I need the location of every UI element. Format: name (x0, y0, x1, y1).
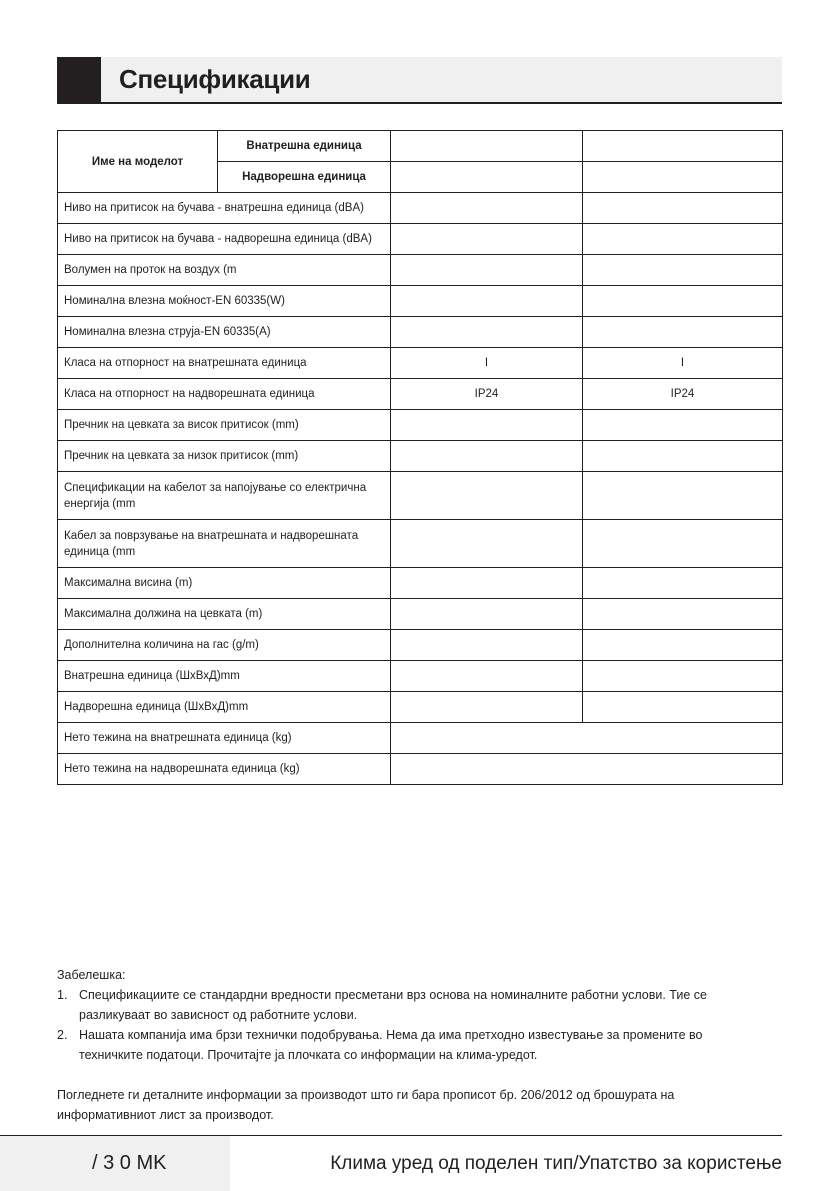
row-value-1 (391, 317, 583, 348)
indoor-model-cell-2 (583, 131, 783, 162)
row-value-2 (583, 441, 783, 472)
table-row (58, 599, 783, 630)
page-number: / 3 0 MK (92, 1152, 167, 1174)
row-value-1 (391, 661, 583, 692)
specifications-table (57, 130, 783, 785)
row-value-1 (391, 692, 583, 723)
row-value-1: I (391, 348, 583, 379)
section-header (57, 57, 782, 104)
row-label: Класа на отпорност на внатрешната единица (58, 348, 391, 379)
row-value-2: IP24 (583, 379, 783, 410)
row-label: Класа на отпорност на надворешната единица (58, 379, 391, 410)
table-row (58, 754, 783, 785)
table-row (58, 224, 783, 255)
outdoor-model-cell-2 (583, 162, 783, 193)
table-row (58, 348, 783, 379)
row-label: Кабел за поврзување на внатрешната и надворешната единица (mm (58, 520, 391, 568)
row-value-merged (391, 723, 783, 754)
manual-title: Клима уред од поделен тип/Упатство за користење (330, 1153, 782, 1174)
table-row (58, 692, 783, 723)
table-row (58, 255, 783, 286)
note-item (57, 985, 757, 1025)
table-row (58, 410, 783, 441)
row-value-2 (583, 599, 783, 630)
indoor-model-cell-1 (391, 131, 583, 162)
table-row (58, 193, 783, 224)
row-value-2 (583, 193, 783, 224)
row-value-2 (583, 630, 783, 661)
row-label: Нето тежина на внатрешната единица (kg) (58, 723, 391, 754)
table-row (58, 441, 783, 472)
row-value-merged (391, 754, 783, 785)
row-value-2 (583, 568, 783, 599)
row-value-2 (583, 472, 783, 520)
row-label: Ниво на притисок на бучава - надворешна единица (dBA) (58, 224, 391, 255)
row-label: Дополнителна количина на гас (g/m) (58, 630, 391, 661)
regulation-reference: Погледнете ги деталните информации за производот што ги бара прописот бр. 206/2012 од брошурата на информативниот лист за производот. (57, 1088, 675, 1122)
row-value-1 (391, 224, 583, 255)
row-label: Пречник на цевката за висок притисок (mm) (58, 410, 391, 441)
row-label: Спецификации на кабелот за напојување со електрична енергија (mm (58, 472, 391, 520)
row-value-1: IP24 (391, 379, 583, 410)
row-label: Ниво на притисок на бучава - внатрешна единица (dBA) (58, 193, 391, 224)
indoor-unit-label: Внатрешна единица (218, 131, 391, 162)
table-row (58, 661, 783, 692)
outdoor-model-cell-1 (391, 162, 583, 193)
row-label: Внатрешна единица (ШхВхД)mm (58, 661, 391, 692)
row-value-1 (391, 441, 583, 472)
row-value-2 (583, 410, 783, 441)
row-label: Номинална влезна моќност-EN 60335(W) (58, 286, 391, 317)
row-label: Волумен на проток на воздух (m (58, 255, 391, 286)
row-value-1 (391, 630, 583, 661)
page-title: Спецификации (119, 64, 311, 94)
outdoor-unit-label: Надворешна единица (218, 162, 391, 193)
note-text: Нашата компанија има брзи технички подобрувања. Нема да има претходно известување за промените во техничките податоци. Прочитајте ја плочката со информации на клима-уредот. (79, 1028, 703, 1062)
row-value-1 (391, 286, 583, 317)
table-row (58, 472, 783, 520)
table-row (58, 286, 783, 317)
table-row (58, 379, 783, 410)
table-row (58, 520, 783, 568)
row-label: Максимална висина (m) (58, 568, 391, 599)
row-value-2: I (583, 348, 783, 379)
note-number: 2. (57, 1028, 68, 1042)
table-header-row (58, 131, 783, 162)
row-value-1 (391, 255, 583, 286)
row-label: Номинална влезна струја-EN 60335(A) (58, 317, 391, 348)
notes-heading: Забелешка: (57, 968, 126, 982)
row-label: Пречник на цевката за низок притисок (mm) (58, 441, 391, 472)
row-value-2 (583, 286, 783, 317)
header-accent-block (57, 57, 101, 102)
model-name-label: Име на моделот (58, 131, 218, 193)
notes-section (57, 965, 757, 1125)
note-number: 1. (57, 988, 68, 1002)
row-value-1 (391, 410, 583, 441)
note-item (57, 1025, 757, 1065)
table-row (58, 723, 783, 754)
note-text: Спецификациите се стандардни вредности пресметани врз основа на номиналните работни услови. Тие се разликуваат во зависност од работните услови. (79, 988, 707, 1022)
row-value-2 (583, 224, 783, 255)
row-value-2 (583, 692, 783, 723)
row-value-1 (391, 472, 583, 520)
row-value-1 (391, 520, 583, 568)
row-value-1 (391, 599, 583, 630)
row-value-1 (391, 193, 583, 224)
row-label: Нето тежина на надворешната единица (kg) (58, 754, 391, 785)
row-value-2 (583, 520, 783, 568)
table-row (58, 568, 783, 599)
table-row (58, 317, 783, 348)
row-label: Максимална должина на цевката (m) (58, 599, 391, 630)
row-value-2 (583, 661, 783, 692)
row-value-2 (583, 255, 783, 286)
row-value-2 (583, 317, 783, 348)
table-row (58, 630, 783, 661)
row-label: Надворешна единица (ШхВхД)mm (58, 692, 391, 723)
row-value-1 (391, 568, 583, 599)
